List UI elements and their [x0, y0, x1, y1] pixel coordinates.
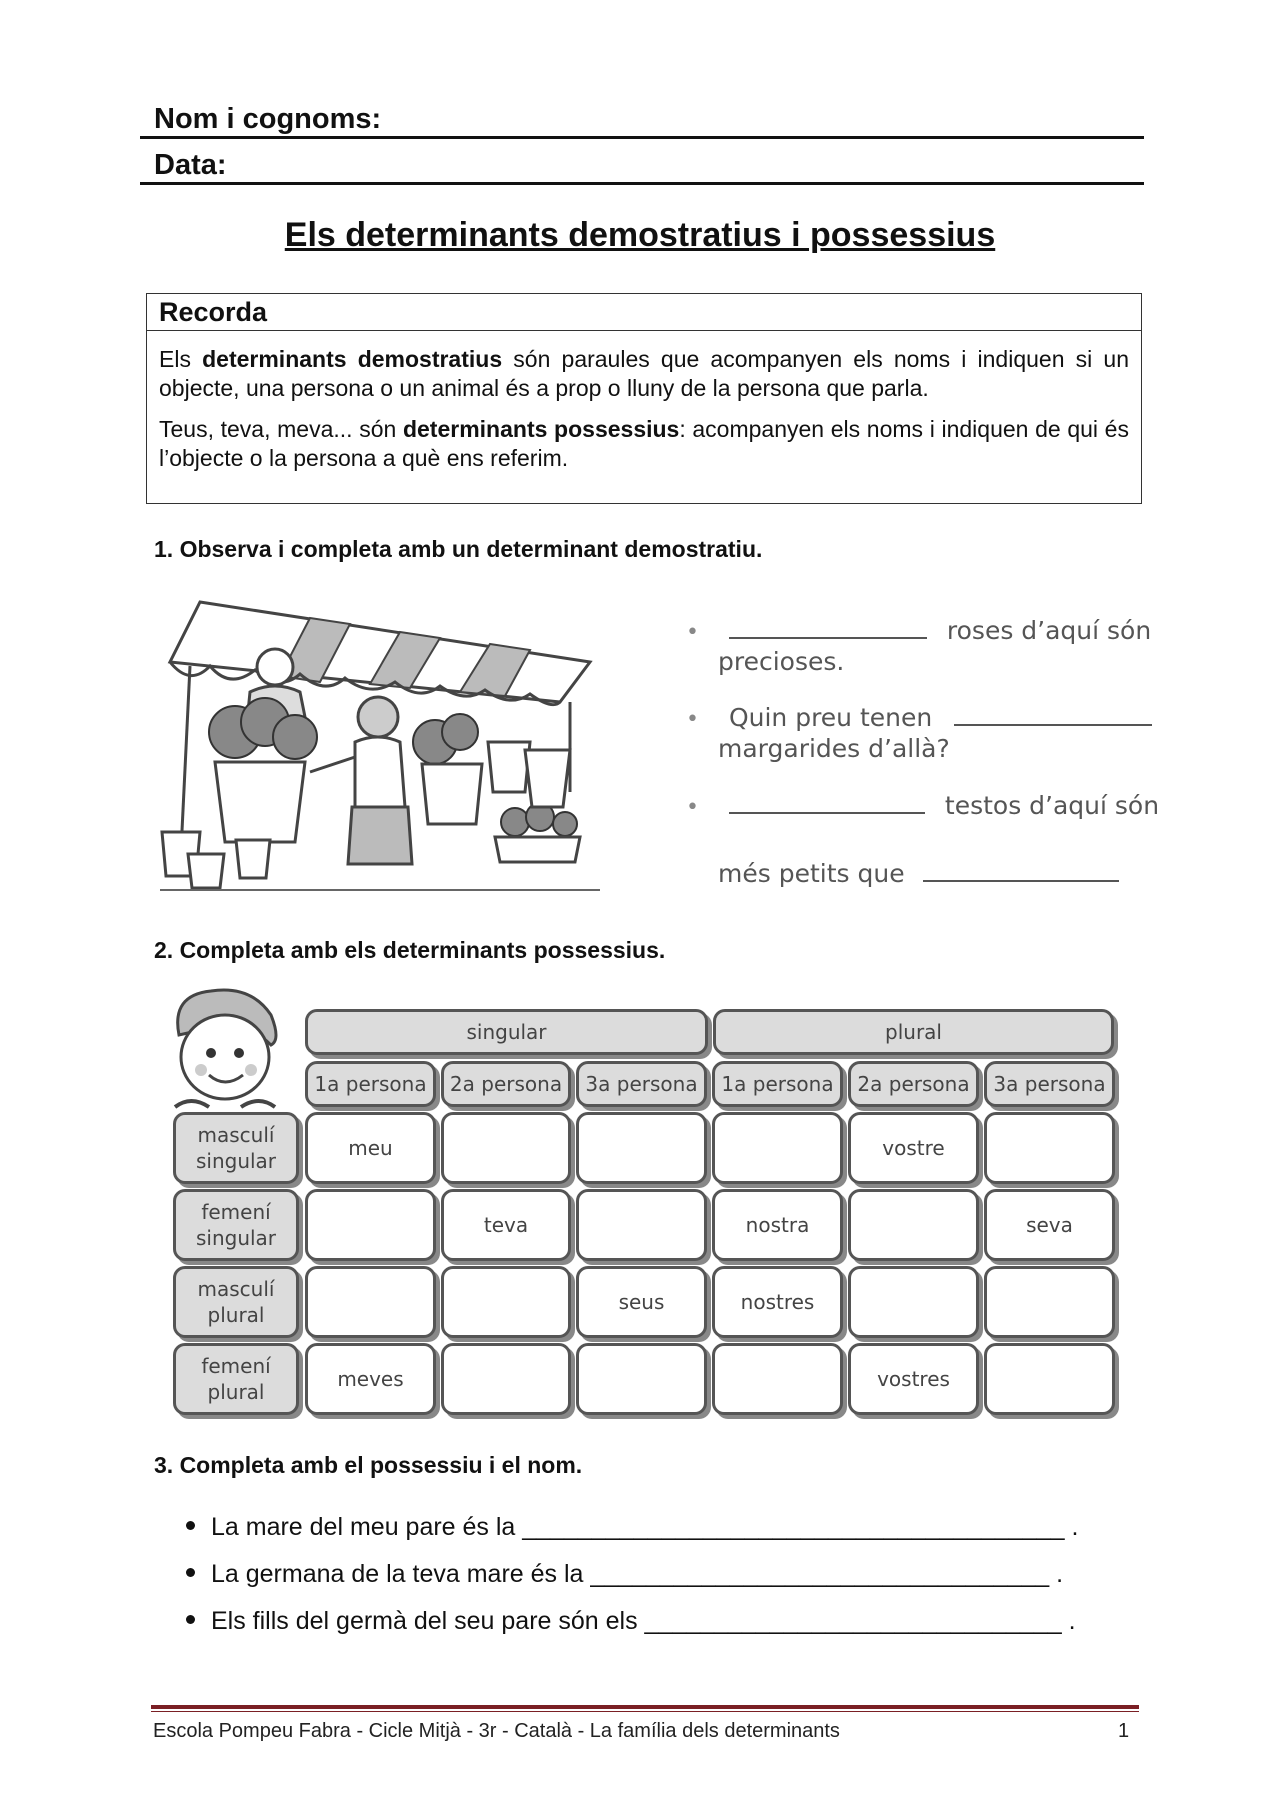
bullet: • [686, 620, 699, 645]
row-label-line: plural [207, 1303, 265, 1327]
row-label-line: femení [201, 1200, 271, 1224]
page-title: Els determinants demostratius i possessius [284, 216, 996, 254]
table-cell[interactable]: vostres [848, 1343, 979, 1415]
table-cell[interactable] [305, 1266, 436, 1338]
exercise-1-instruction: 1. Observa i completa amb un determinant demostratiu. [154, 536, 763, 562]
exercise-1-item-3 [686, 788, 1159, 820]
text: : acompanyen els noms i indiquen de qui és l’objecte o la persona a què ens referim. [159, 416, 1129, 471]
row-label-line: femení [201, 1354, 271, 1378]
header-singular-2a-persona: 2a persona [441, 1061, 571, 1107]
header-singular: singular [305, 1009, 708, 1055]
exercise-1-item-1-cont: precioses. [718, 647, 845, 676]
footer-rule-thin [151, 1711, 1139, 1712]
exercise-2-instruction: 2. Completa amb els determinants possessius. [154, 937, 666, 963]
table-cell[interactable]: seus [576, 1266, 707, 1338]
exercise-3-instruction: 3. Completa amb el possessiu i el nom. [154, 1452, 583, 1478]
bold-term: determinants possessius [402, 416, 680, 442]
name-field[interactable] [140, 100, 1144, 139]
table-cell[interactable] [576, 1343, 707, 1415]
footer-text: Escola Pompeu Fabra - Cicle Mitjà - 3r - Català - La família dels determinants [153, 1720, 840, 1742]
table-cell[interactable]: nostres [712, 1266, 843, 1338]
item-text: La germana de la teva mare és la _________________________________ . [211, 1560, 1064, 1588]
recorda-box [146, 293, 1142, 504]
header-plural-1a-persona: 1a persona [712, 1061, 843, 1107]
header-plural: plural [713, 1009, 1114, 1055]
header-singular-1a-persona: 1a persona [305, 1061, 436, 1107]
item-text: La mare del meu pare és la _______________________________________ . [211, 1513, 1079, 1541]
row-label-line: masculí [197, 1123, 275, 1147]
exercise-1-item-2 [686, 700, 1152, 732]
answer-blank-1[interactable] [729, 613, 927, 639]
item-1-text: roses d’aquí són [946, 616, 1152, 645]
table-cell[interactable]: vostre [848, 1112, 979, 1184]
row-label-femeni-plural [173, 1343, 299, 1415]
recorda-paragraph-demostratius [159, 345, 1129, 403]
date-label: Data: [154, 149, 227, 181]
row-label-masculi-singular [173, 1112, 299, 1184]
answer-blank-2[interactable] [954, 700, 1152, 726]
item-text: Els fills del germà del seu pare són els ______________________________ . [211, 1607, 1076, 1635]
header-plural-2a-persona: 2a persona [848, 1061, 979, 1107]
exercise-3-item[interactable] [186, 1513, 1078, 1542]
row-label-line: plural [207, 1380, 265, 1404]
table-cell[interactable] [305, 1189, 436, 1261]
exercise-1-item-3-cont [718, 856, 1119, 888]
row-label-line: singular [195, 1149, 277, 1173]
row-label-masculi-plural [173, 1266, 299, 1338]
table-cell[interactable] [576, 1189, 707, 1261]
recorda-paragraph-possessius [159, 415, 1129, 473]
text: Els [159, 346, 203, 372]
table-cell[interactable] [848, 1266, 979, 1338]
table-cell[interactable]: teva [441, 1189, 571, 1261]
flower-shop-illustration [160, 592, 620, 892]
exercise-1-item-2-cont: margarides d’allà? [718, 734, 950, 763]
row-label-femeni-singular [173, 1189, 299, 1261]
table-cell[interactable]: seva [984, 1189, 1115, 1261]
date-field[interactable] [140, 146, 1144, 185]
row-label-line: singular [195, 1226, 277, 1250]
page-number: 1 [1118, 1720, 1130, 1742]
bullet-icon [186, 1615, 195, 1624]
table-cell[interactable] [712, 1112, 843, 1184]
table-cell[interactable] [848, 1189, 979, 1261]
table-cell[interactable]: nostra [712, 1189, 843, 1261]
table-cell[interactable] [984, 1343, 1115, 1415]
item-3-text-cont: més petits que [718, 859, 905, 888]
boy-illustration [161, 985, 289, 1115]
bullet: • [686, 795, 699, 820]
table-cell[interactable]: meu [305, 1112, 436, 1184]
bullet: • [686, 707, 699, 732]
table-cell[interactable] [441, 1112, 571, 1184]
item-2-text: Quin preu tenen [728, 703, 933, 732]
bullet-icon [186, 1521, 195, 1530]
row-label-line: masculí [197, 1277, 275, 1301]
table-cell[interactable] [712, 1343, 843, 1415]
text: Teus, teva, meva... són [159, 416, 403, 442]
bold-term: determinants demostratius [202, 346, 503, 372]
answer-blank-4[interactable] [923, 856, 1119, 882]
header-singular-3a-persona: 3a persona [576, 1061, 707, 1107]
table-cell[interactable]: meves [305, 1343, 436, 1415]
exercise-3-item[interactable] [186, 1607, 1076, 1636]
recorda-heading: Recorda [147, 294, 1141, 331]
exercise-1-item-1 [686, 613, 1151, 645]
bullet-icon [186, 1568, 195, 1577]
item-3-text: testos d’aquí són [944, 791, 1160, 820]
answer-blank-3[interactable] [729, 788, 925, 814]
exercise-3-item[interactable] [186, 1560, 1063, 1589]
text: són paraules que acompanyen els noms i indiquen si un objecte, una persona o un animal és a prop o lluny de la persona que parla. [159, 346, 1129, 401]
footer-rule [151, 1705, 1139, 1709]
table-cell[interactable] [984, 1112, 1115, 1184]
table-cell[interactable] [576, 1112, 707, 1184]
table-cell[interactable] [441, 1266, 571, 1338]
header-plural-3a-persona: 3a persona [984, 1061, 1115, 1107]
possessive-table [155, 985, 1127, 1423]
name-label: Nom i cognoms: [154, 103, 382, 135]
table-cell[interactable] [984, 1266, 1115, 1338]
table-cell[interactable] [441, 1343, 571, 1415]
